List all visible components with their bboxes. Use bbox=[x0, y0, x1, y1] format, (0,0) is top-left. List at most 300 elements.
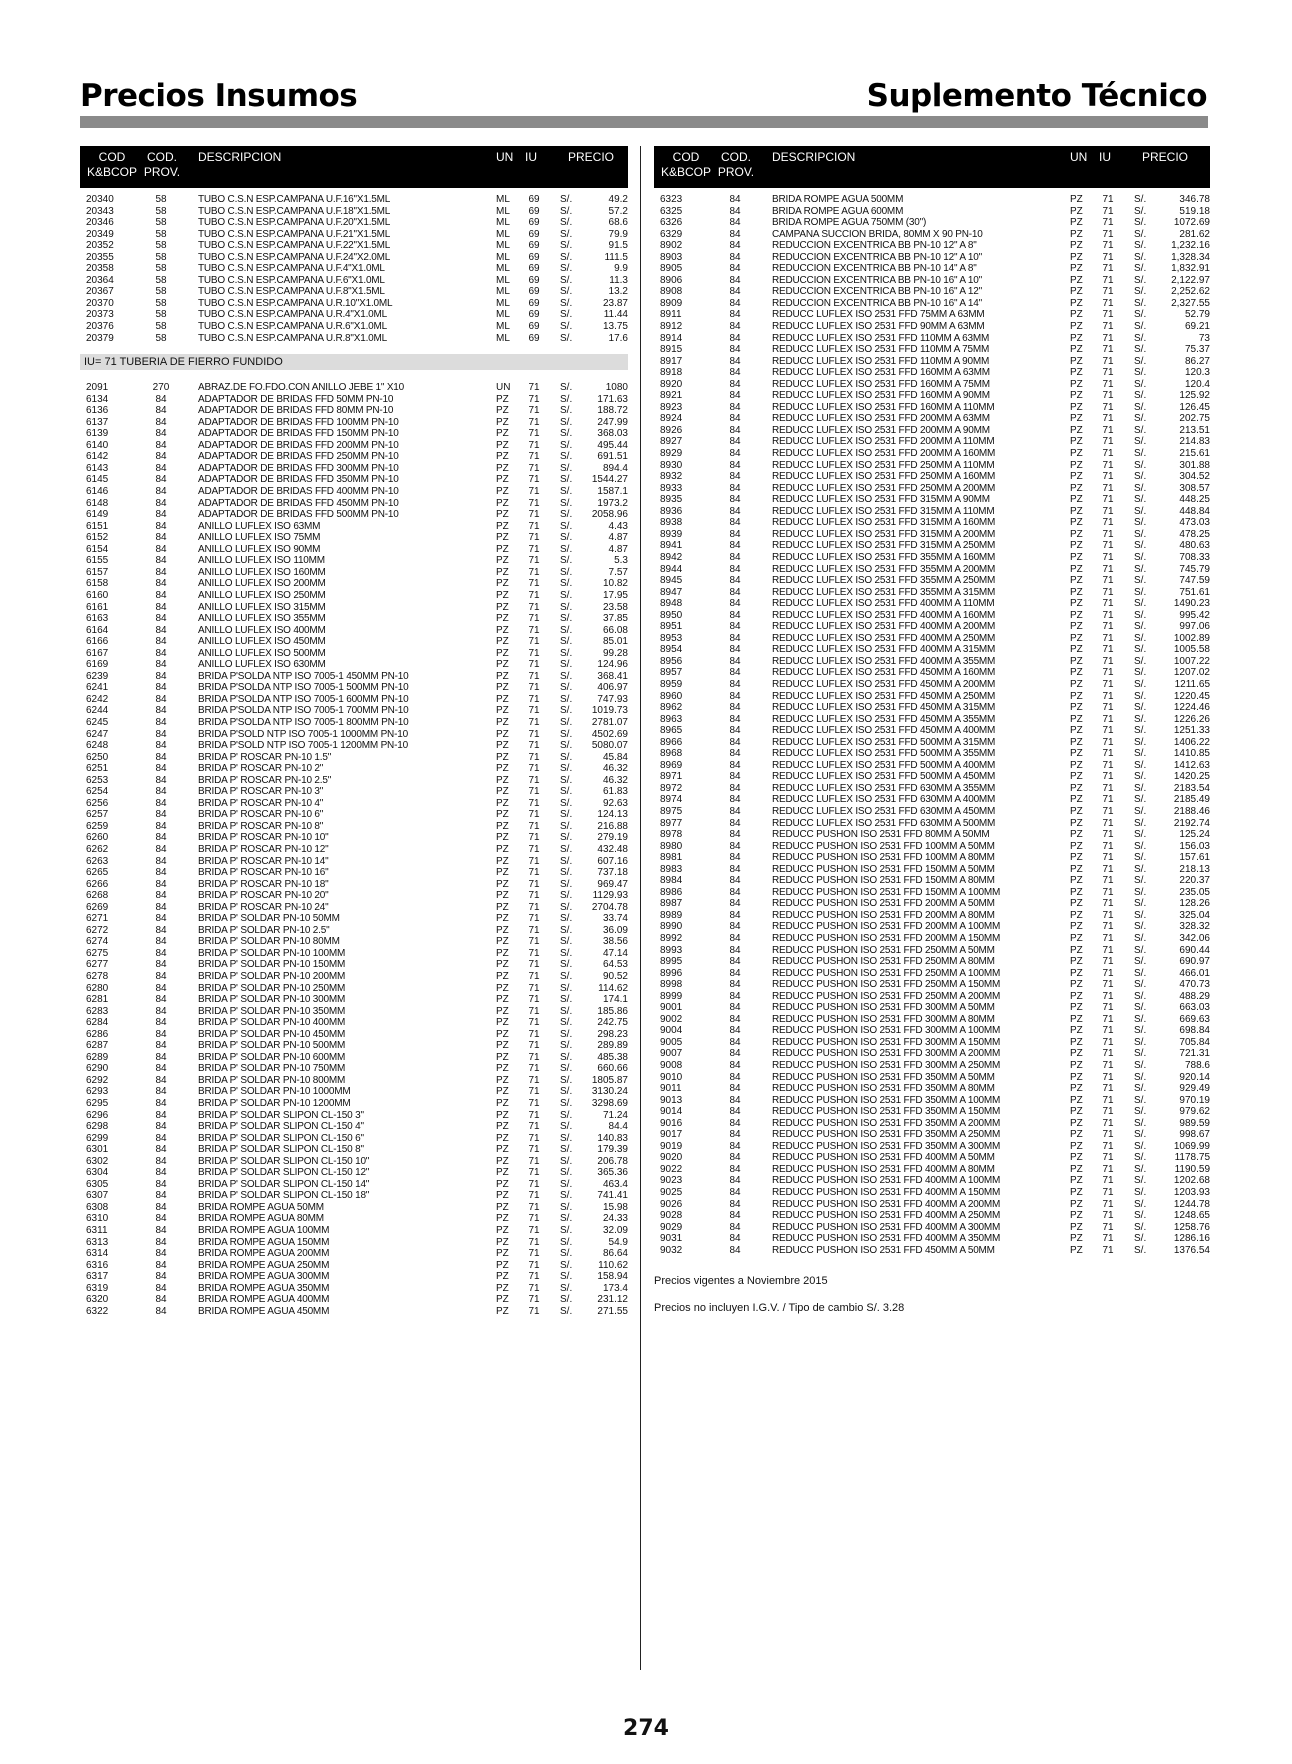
cell-desc: REDUCC LUFLEX ISO 2531 FFD 315MM A 160MM bbox=[772, 517, 996, 529]
cell-desc: REDUCC LUFLEX ISO 2531 FFD 200MM A 90MM bbox=[772, 424, 990, 436]
table-row bbox=[654, 333, 1210, 345]
cell-price: 1178.75 bbox=[1174, 1152, 1210, 1164]
cell-desc: REDUCC PUSHON ISO 2531 FFD 350MM A 200MM bbox=[772, 1117, 1001, 1129]
cell-prov: 84 bbox=[155, 1305, 167, 1317]
cell-currency: S/. bbox=[560, 532, 573, 544]
cell-desc: REDUCC LUFLEX ISO 2531 FFD 355MM A 200MM bbox=[772, 563, 996, 575]
cell-cod: 6329 bbox=[660, 228, 683, 240]
cell-price: 308.57 bbox=[1179, 482, 1210, 494]
cell-iu: 71 bbox=[1102, 263, 1114, 275]
cell-desc: REDUCC PUSHON ISO 2531 FFD 300MM A 50MM bbox=[772, 1002, 995, 1014]
cell-iu: 71 bbox=[528, 566, 540, 578]
cell-un: PZ bbox=[496, 1282, 509, 1294]
cell-currency: S/. bbox=[1134, 194, 1147, 205]
table-row bbox=[654, 1245, 1210, 1257]
cell-prov: 84 bbox=[155, 1017, 167, 1029]
cell-cod: 6257 bbox=[86, 809, 109, 821]
cell-iu: 71 bbox=[528, 1201, 540, 1213]
table-row bbox=[654, 887, 1210, 899]
cell-cod: 9032 bbox=[660, 1244, 683, 1256]
cell-prov: 84 bbox=[729, 632, 741, 644]
cell-iu: 71 bbox=[1102, 1163, 1114, 1175]
table-row bbox=[80, 1294, 628, 1306]
cell-cod: 6325 bbox=[660, 205, 683, 217]
cell-cod: 9013 bbox=[660, 1094, 683, 1106]
cell-price: 86.27 bbox=[1184, 355, 1210, 367]
cell-cod: 6239 bbox=[86, 670, 109, 682]
cell-un: ML bbox=[496, 194, 510, 205]
cell-un: PZ bbox=[1070, 563, 1083, 575]
cell-un: PZ bbox=[1070, 1013, 1083, 1025]
cell-iu: 71 bbox=[528, 474, 540, 486]
cell-iu: 71 bbox=[1102, 1083, 1114, 1095]
cell-prov: 84 bbox=[155, 1259, 167, 1271]
cell-desc: REDUCC LUFLEX ISO 2531 FFD 450MM A 160MM bbox=[772, 667, 996, 679]
cell-prov: 84 bbox=[729, 690, 741, 702]
cell-desc: ADAPTADOR DE BRIDAS FFD 300MM PN-10 bbox=[198, 462, 399, 474]
cell-iu: 71 bbox=[1102, 517, 1114, 529]
cell-iu: 71 bbox=[528, 1005, 540, 1017]
cell-cod: 8963 bbox=[660, 713, 683, 725]
cell-prov: 84 bbox=[155, 682, 167, 694]
cell-desc: REDUCC PUSHON ISO 2531 FFD 100MM A 80MM bbox=[772, 852, 995, 864]
cell-cod: 9005 bbox=[660, 1036, 683, 1048]
cell-price: 2058.96 bbox=[591, 509, 628, 521]
cell-cod: 8917 bbox=[660, 355, 683, 367]
cell-iu: 71 bbox=[1102, 1198, 1114, 1210]
cell-iu: 71 bbox=[528, 1086, 540, 1098]
cell-prov: 84 bbox=[729, 390, 741, 402]
cell-currency: S/. bbox=[1134, 678, 1147, 690]
cell-prov: 84 bbox=[155, 1086, 167, 1098]
table-row bbox=[654, 1118, 1210, 1130]
cell-cod: 8968 bbox=[660, 748, 683, 760]
cell-cod: 20355 bbox=[86, 251, 114, 263]
cell-prov: 84 bbox=[155, 1109, 167, 1121]
cell-price: 1202.68 bbox=[1173, 1175, 1210, 1187]
cell-desc: REDUCC PUSHON ISO 2531 FFD 350MM A 150MM bbox=[772, 1106, 1001, 1118]
table-row bbox=[654, 991, 1210, 1003]
cell-un: PZ bbox=[1070, 990, 1083, 1002]
cell-currency: S/. bbox=[1134, 344, 1147, 356]
table-row bbox=[654, 1199, 1210, 1211]
cell-desc: REDUCC LUFLEX ISO 2531 FFD 630MM A 500MM bbox=[772, 817, 996, 829]
table-row bbox=[654, 1129, 1210, 1141]
cell-cod: 8978 bbox=[660, 829, 683, 841]
cell-prov: 84 bbox=[155, 566, 167, 578]
cell-un: ML bbox=[496, 309, 510, 321]
cell-price: 158.94 bbox=[597, 1271, 628, 1283]
cell-desc: REDUCCION EXCENTRICA BB PN-10 12" A 8" bbox=[772, 240, 977, 252]
cell-un: PZ bbox=[496, 1063, 509, 1075]
cell-iu: 71 bbox=[528, 532, 540, 544]
cell-price: 242.75 bbox=[597, 1017, 628, 1029]
table-row bbox=[80, 613, 628, 625]
cell-cod: 6269 bbox=[86, 901, 109, 913]
cell-un: PZ bbox=[496, 566, 509, 578]
cell-desc: REDUCC LUFLEX ISO 2531 FFD 450MM A 250MM bbox=[772, 690, 996, 702]
cell-cod: 6155 bbox=[86, 555, 109, 567]
cell-prov: 84 bbox=[729, 344, 741, 356]
cell-currency: S/. bbox=[1134, 886, 1147, 898]
table-row bbox=[80, 694, 628, 706]
table-row bbox=[80, 625, 628, 637]
table-row bbox=[654, 413, 1210, 425]
cell-iu: 71 bbox=[528, 543, 540, 555]
cell-currency: S/. bbox=[1134, 817, 1147, 829]
cell-desc: REDUCC LUFLEX ISO 2531 FFD 355MM A 315MM bbox=[772, 586, 996, 598]
cell-iu: 71 bbox=[1102, 424, 1114, 436]
cell-desc: TUBO C.S.N ESP.CAMPANA U.R.6"X1.0ML bbox=[198, 321, 388, 333]
cell-currency: S/. bbox=[560, 820, 573, 832]
cell-price: 114.62 bbox=[598, 982, 628, 994]
cell-price: 124.96 bbox=[597, 659, 628, 671]
cell-price: 365.36 bbox=[597, 1167, 628, 1179]
cell-iu: 71 bbox=[1102, 598, 1114, 610]
cell-desc: REDUCC PUSHON ISO 2531 FFD 400MM A 50MM bbox=[772, 1152, 995, 1164]
cell-currency: S/. bbox=[1134, 655, 1147, 667]
cell-cod: 6160 bbox=[86, 589, 109, 601]
cell-desc: ANILLO LUFLEX ISO 630MM bbox=[198, 659, 326, 671]
cell-cod: 9008 bbox=[660, 1060, 683, 1072]
cell-currency: S/. bbox=[1134, 702, 1147, 714]
cell-currency: S/. bbox=[560, 194, 573, 205]
cell-prov: 84 bbox=[729, 1221, 741, 1233]
cell-iu: 71 bbox=[1102, 1140, 1114, 1152]
cell-price: 751.61 bbox=[1179, 586, 1210, 598]
cell-cod: 8962 bbox=[660, 702, 683, 714]
cell-price: 23.58 bbox=[602, 601, 628, 613]
cell-iu: 71 bbox=[1102, 1117, 1114, 1129]
cell-desc: REDUCC PUSHON ISO 2531 FFD 200MM A 80MM bbox=[772, 909, 995, 921]
cell-prov: 84 bbox=[155, 1074, 167, 1086]
table-row bbox=[80, 717, 628, 729]
cell-cod: 8941 bbox=[660, 540, 683, 552]
cell-price: 473.03 bbox=[1179, 517, 1210, 529]
cell-currency: S/. bbox=[560, 682, 573, 694]
cell-cod: 9026 bbox=[660, 1198, 683, 1210]
cell-un: PZ bbox=[496, 1190, 509, 1202]
cell-currency: S/. bbox=[1134, 297, 1147, 309]
cell-desc: BRIDA ROMPE AGUA 250MM bbox=[198, 1259, 330, 1271]
cell-currency: S/. bbox=[1134, 321, 1147, 333]
cell-desc: BRIDA P'SOLDA NTP ISO 7005-1 450MM PN-10 bbox=[198, 670, 409, 682]
cell-price: 1007.22 bbox=[1173, 655, 1210, 667]
cell-cod: 8915 bbox=[660, 344, 683, 356]
cell-iu: 71 bbox=[528, 416, 540, 428]
cell-desc: BRIDA P'SOLD NTP ISO 7005-1 1200MM PN-10 bbox=[198, 740, 408, 752]
cell-cod: 9010 bbox=[660, 1071, 683, 1083]
cell-currency: S/. bbox=[1134, 598, 1147, 610]
cell-currency: S/. bbox=[560, 263, 573, 275]
cell-price: 271.55 bbox=[597, 1305, 628, 1317]
cell-desc: BRIDA P' ROSCAR PN-10 12" bbox=[198, 843, 329, 855]
cell-un: PZ bbox=[496, 451, 509, 463]
cell-currency: S/. bbox=[1134, 540, 1147, 552]
cell-currency: S/. bbox=[560, 520, 573, 532]
cell-cod: 8929 bbox=[660, 448, 683, 460]
cell-prov: 84 bbox=[729, 413, 741, 425]
cell-cod: 6314 bbox=[86, 1248, 109, 1260]
note-validity: Precios vigentes a Noviembre 2015 bbox=[654, 1275, 828, 1288]
cell-iu: 71 bbox=[1102, 909, 1114, 921]
cell-iu: 69 bbox=[528, 274, 540, 286]
table-row bbox=[654, 875, 1210, 887]
cell-price: 1207.02 bbox=[1173, 667, 1210, 679]
cell-un: PZ bbox=[496, 1109, 509, 1121]
table-row bbox=[80, 428, 628, 440]
cell-price: 13.2 bbox=[608, 286, 628, 298]
cell-price: 47.14 bbox=[602, 947, 628, 959]
cell-price: 11.44 bbox=[603, 309, 628, 321]
table-row bbox=[654, 206, 1210, 218]
cell-currency: S/. bbox=[1134, 436, 1147, 448]
cell-prov: 84 bbox=[729, 1094, 741, 1106]
cell-currency: S/. bbox=[560, 555, 573, 567]
cell-prov: 84 bbox=[155, 1213, 167, 1225]
cell-currency: S/. bbox=[560, 1271, 573, 1283]
cell-cod: 8965 bbox=[660, 725, 683, 737]
cell-prov: 84 bbox=[729, 540, 741, 552]
cell-currency: S/. bbox=[1134, 367, 1147, 379]
cell-un: PZ bbox=[496, 1167, 509, 1179]
cell-prov: 84 bbox=[155, 1282, 167, 1294]
cell-cod: 6151 bbox=[86, 520, 109, 532]
cell-price: 4.87 bbox=[608, 543, 628, 555]
cell-price: 708.33 bbox=[1179, 551, 1210, 563]
cell-prov: 84 bbox=[729, 505, 741, 517]
cell-desc: BRIDA P' ROSCAR PN-10 16" bbox=[198, 867, 329, 879]
cell-cod: 8905 bbox=[660, 263, 683, 275]
cell-desc: BRIDA P' SOLDAR PN-10 600MM bbox=[198, 1051, 346, 1063]
cell-price: 69.21 bbox=[1184, 321, 1210, 333]
cell-cod: 8944 bbox=[660, 563, 683, 575]
cell-prov: 84 bbox=[729, 598, 741, 610]
cell-un: PZ bbox=[1070, 1002, 1083, 1014]
cell-cod: 8966 bbox=[660, 736, 683, 748]
cell-cod: 6284 bbox=[86, 1017, 109, 1029]
cell-cod: 9001 bbox=[660, 1002, 683, 1014]
cell-un: PZ bbox=[1070, 713, 1083, 725]
cell-price: 698.84 bbox=[1179, 1025, 1210, 1037]
cell-currency: S/. bbox=[560, 601, 573, 613]
cell-iu: 71 bbox=[1102, 471, 1114, 483]
cell-price: 156.03 bbox=[1179, 840, 1210, 852]
cell-un: PZ bbox=[1070, 1036, 1083, 1048]
cell-cod: 6299 bbox=[86, 1132, 109, 1144]
cell-price: 4.87 bbox=[608, 532, 628, 544]
table-row bbox=[654, 1141, 1210, 1153]
table-row bbox=[80, 867, 628, 879]
cell-currency: S/. bbox=[1134, 713, 1147, 725]
price-table-left bbox=[80, 146, 628, 1317]
cell-price: 125.24 bbox=[1179, 829, 1210, 841]
cell-desc: BRIDA P' SOLDAR PN-10 100MM bbox=[198, 947, 346, 959]
cell-cod: 6164 bbox=[86, 624, 109, 636]
cell-un: PZ bbox=[1070, 540, 1083, 552]
cell-iu: 71 bbox=[528, 659, 540, 671]
table-row bbox=[654, 344, 1210, 356]
cell-iu: 71 bbox=[528, 740, 540, 752]
cell-iu: 71 bbox=[1102, 713, 1114, 725]
cell-iu: 71 bbox=[1102, 1060, 1114, 1072]
cell-price: 747.93 bbox=[597, 693, 628, 705]
cell-currency: S/. bbox=[1134, 990, 1147, 1002]
cell-cod: 20376 bbox=[86, 321, 114, 333]
cell-iu: 71 bbox=[528, 947, 540, 959]
cell-iu: 71 bbox=[1102, 1025, 1114, 1037]
cell-price: 495.44 bbox=[597, 439, 628, 451]
cell-cod: 6289 bbox=[86, 1051, 109, 1063]
cell-cod: 9023 bbox=[660, 1175, 683, 1187]
cell-iu: 69 bbox=[528, 286, 540, 298]
cell-cod: 20364 bbox=[86, 274, 114, 286]
table-row bbox=[80, 405, 628, 417]
cell-desc: BRIDA P' SOLDAR PN-10 150MM bbox=[198, 959, 346, 971]
cell-iu: 71 bbox=[1102, 759, 1114, 771]
cell-price: 1410.85 bbox=[1173, 748, 1210, 760]
cell-iu: 71 bbox=[528, 647, 540, 659]
cell-price: 466.01 bbox=[1179, 967, 1210, 979]
cell-iu: 71 bbox=[528, 971, 540, 982]
table-row bbox=[80, 763, 628, 775]
cell-cod: 8951 bbox=[660, 621, 683, 633]
cell-cod: 8938 bbox=[660, 517, 683, 529]
cell-iu: 71 bbox=[1102, 1244, 1114, 1256]
cell-currency: S/. bbox=[1134, 228, 1147, 240]
table-row bbox=[80, 532, 628, 544]
cell-desc: REDUCC PUSHON ISO 2531 FFD 400MM A 100MM bbox=[772, 1175, 1001, 1187]
table-row bbox=[654, 910, 1210, 922]
cell-un: PZ bbox=[1070, 690, 1083, 702]
cell-price: 894.4 bbox=[602, 462, 628, 474]
cell-cod: 20352 bbox=[86, 240, 114, 252]
cell-currency: S/. bbox=[1134, 875, 1147, 887]
cell-cod: 6296 bbox=[86, 1109, 109, 1121]
table-row bbox=[654, 1083, 1210, 1095]
cell-un: PZ bbox=[496, 1305, 509, 1317]
cell-currency: S/. bbox=[560, 297, 573, 309]
cell-iu: 71 bbox=[528, 890, 540, 902]
cell-desc: BRIDA ROMPE AGUA 300MM bbox=[198, 1271, 330, 1283]
cell-iu: 71 bbox=[1102, 505, 1114, 517]
cell-iu: 71 bbox=[528, 670, 540, 682]
table-body-group2 bbox=[80, 382, 628, 1317]
cell-un: PZ bbox=[1070, 401, 1083, 413]
cell-desc: BRIDA ROMPE AGUA 450MM bbox=[198, 1305, 330, 1317]
cell-prov: 84 bbox=[155, 1063, 167, 1075]
table-row bbox=[80, 844, 628, 856]
cell-currency: S/. bbox=[560, 240, 573, 252]
cell-un: PZ bbox=[1070, 805, 1083, 817]
cell-un: ML bbox=[496, 263, 510, 275]
cell-price: 32.09 bbox=[602, 1225, 628, 1237]
cell-prov: 84 bbox=[729, 471, 741, 483]
cell-price: 206.78 bbox=[597, 1155, 628, 1167]
cell-desc: REDUCC PUSHON ISO 2531 FFD 250MM A 80MM bbox=[772, 956, 995, 968]
cell-cod: 6323 bbox=[660, 194, 683, 205]
cell-currency: S/. bbox=[560, 286, 573, 298]
table-row bbox=[654, 979, 1210, 991]
cell-prov: 84 bbox=[155, 543, 167, 555]
cell-desc: REDUCC LUFLEX ISO 2531 FFD 160MM A 90MM bbox=[772, 390, 990, 402]
cell-prov: 84 bbox=[729, 251, 741, 263]
cell-currency: S/. bbox=[560, 1040, 573, 1052]
table-row bbox=[654, 1210, 1210, 1222]
cell-un: PZ bbox=[1070, 621, 1083, 633]
cell-price: 368.41 bbox=[597, 670, 628, 682]
cell-prov: 84 bbox=[729, 852, 741, 864]
cell-prov: 84 bbox=[729, 863, 741, 875]
table-row bbox=[80, 1283, 628, 1295]
cell-prov: 84 bbox=[729, 1187, 741, 1199]
table-row bbox=[80, 971, 628, 983]
cell-desc: TUBO C.S.N ESP.CAMPANA U.F.21"X1.5ML bbox=[198, 228, 391, 240]
table-row bbox=[80, 440, 628, 452]
cell-cod: 6157 bbox=[86, 566, 109, 578]
cell-desc: BRIDA ROMPE AGUA 350MM bbox=[198, 1282, 330, 1294]
cell-prov: 84 bbox=[155, 486, 167, 498]
cell-currency: S/. bbox=[560, 474, 573, 486]
cell-price: 607.16 bbox=[597, 855, 628, 867]
cell-prov: 84 bbox=[155, 728, 167, 740]
cell-desc: REDUCC PUSHON ISO 2531 FFD 350MM A 50MM bbox=[772, 1071, 995, 1083]
cell-price: 1,832.91 bbox=[1171, 263, 1210, 275]
cell-prov: 84 bbox=[729, 655, 741, 667]
cell-cod: 9022 bbox=[660, 1163, 683, 1175]
table-row bbox=[654, 240, 1210, 252]
cell-iu: 71 bbox=[528, 763, 540, 775]
cell-price: 2185.49 bbox=[1173, 794, 1210, 806]
cell-cod: 6148 bbox=[86, 497, 109, 509]
cell-cod: 6242 bbox=[86, 693, 109, 705]
cell-currency: S/. bbox=[1134, 217, 1147, 229]
cell-price: 85.01 bbox=[602, 636, 628, 648]
cell-price: 705.84 bbox=[1179, 1036, 1210, 1048]
cell-un: PZ bbox=[1070, 678, 1083, 690]
cell-un: PZ bbox=[1070, 817, 1083, 829]
cell-currency: S/. bbox=[560, 566, 573, 578]
cell-cod: 6154 bbox=[86, 543, 109, 555]
cell-prov: 84 bbox=[155, 439, 167, 451]
cell-prov: 84 bbox=[155, 924, 167, 936]
cell-currency: S/. bbox=[560, 1063, 573, 1075]
cell-cod: 9004 bbox=[660, 1025, 683, 1037]
table-row bbox=[654, 968, 1210, 980]
cell-price: 46.32 bbox=[602, 774, 628, 786]
cell-currency: S/. bbox=[1134, 1106, 1147, 1118]
cell-prov: 84 bbox=[729, 309, 741, 321]
cell-currency: S/. bbox=[1134, 1002, 1147, 1014]
cell-desc: REDUCC PUSHON ISO 2531 FFD 300MM A 80MM bbox=[772, 1013, 995, 1025]
cell-currency: S/. bbox=[560, 763, 573, 775]
cell-cod: 8947 bbox=[660, 586, 683, 598]
page-title: Precios Insumos bbox=[80, 78, 358, 114]
cell-cod: 8939 bbox=[660, 528, 683, 540]
cell-price: 741.41 bbox=[597, 1190, 628, 1202]
cell-price: 304.52 bbox=[1179, 471, 1210, 483]
cell-un: PZ bbox=[496, 1236, 509, 1248]
col-header-desc: DESCRIPCION bbox=[772, 150, 856, 164]
cell-currency: S/. bbox=[1134, 748, 1147, 760]
cell-un: ML bbox=[496, 217, 510, 229]
cell-cod: 8969 bbox=[660, 759, 683, 771]
cell-un: PZ bbox=[496, 843, 509, 855]
cell-currency: S/. bbox=[560, 416, 573, 428]
cell-desc: BRIDA P'SOLDA NTP ISO 7005-1 500MM PN-10 bbox=[198, 682, 409, 694]
cell-iu: 71 bbox=[528, 1063, 540, 1075]
cell-currency: S/. bbox=[1134, 1198, 1147, 1210]
